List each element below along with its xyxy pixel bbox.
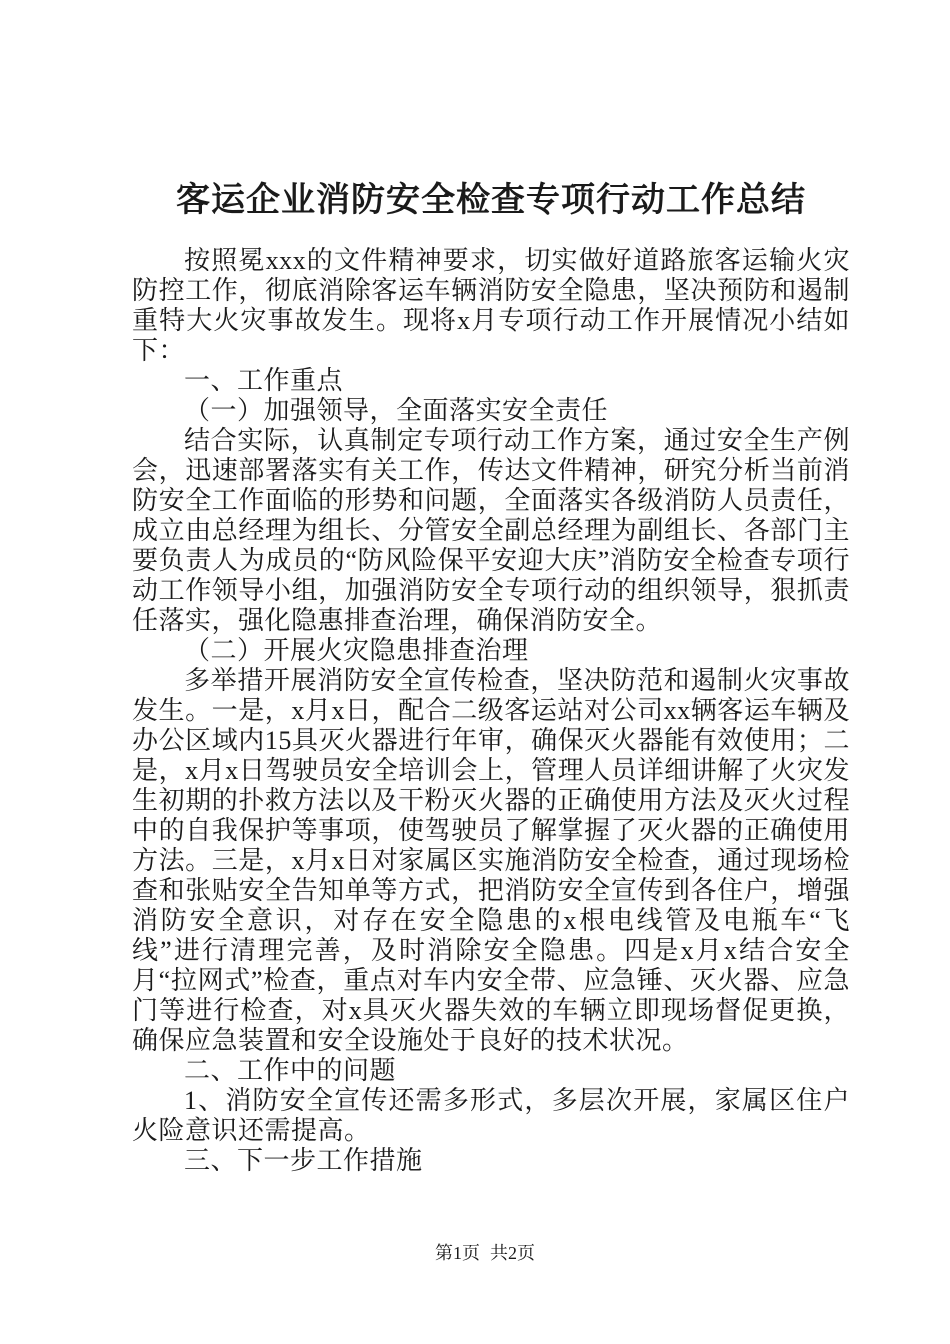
paragraph-intro: 按照冕xxx的文件精神要求，切实做好道路旅客运输火灾防控工作，彻底消除客运车辆消防安全隐患，坚决预防和遏制重特大火灾事故发生。现将x月专项行动工作开展情况小结如下：	[132, 246, 850, 365]
document-body	[132, 246, 850, 1176]
heading-section-3: 三、下一步工作措施	[184, 1146, 423, 1175]
page-number-total: 共2页	[490, 1243, 535, 1263]
paragraph-section-1-1: 结合实际，认真制定专项行动工作方案，通过安全生产例会，迅速部署落实有关工作，传达文件精神，研究分析当前消防安全工作面临的形势和问题，全面落实各级消防人员责任，成立由总经理为组长、分管安全副总经理为副组长、各部门主要负责人为成员的“防风险保平安迎大庆”消防安全检查专项行动工作领导小组，加强消防安全专项行动的组织领导，狠抓责任落实，强化隐惠排查治理，确保消防安全。	[132, 426, 850, 635]
paragraph-section-2: 1、消防安全宣传还需多形式，多层次开展，家属区住户火险意识还需提高。	[132, 1086, 850, 1145]
document-content	[132, 180, 850, 1176]
heading-section-1-2: （二）开展火灾隐患排查治理	[184, 636, 529, 665]
heading-section-1-1: （一）加强领导，全面落实安全责任	[184, 396, 609, 425]
document-title: 客运企业消防安全检查专项行动工作总结	[176, 182, 806, 219]
paragraph-section-1-2: 多举措开展消防安全宣传检查，坚决防范和遏制火灾事故发生。一是，x月x日，配合二级客运站对公司xx辆客运车辆及办公区域内15具灭火器进行年审，确保灭火器能有效使用；二是，x月x日驾驶员安全培训会上，管理人员详细讲解了火灾发生初期的扑救方法以及干粉灭火器的正确使用方法及灭火过程中的自我保护等事项，使驾驶员了解掌握了灭火器的正确使用方法。三是，x月x日对家属区实施消防安全检查，通过现场检查和张贴安全告知单等方式，把消防安全宣传到各住户，增强消防安全意识，对存在安全隐患的x根电线管及电瓶车“飞线”进行清理完善，及时消除安全隐患。四是x月x结合安全月“拉网式”检查，重点对车内安全带、应急锤、灭火器、应急门等进行检查，对x具灭火器失效的车辆立即现场督促更换，确保应急装置和安全设施处于良好的技术状况。	[132, 666, 850, 1055]
page-number-current: 第1页	[435, 1243, 480, 1263]
page-footer	[435, 1241, 535, 1265]
heading-section-2: 二、工作中的问题	[184, 1056, 397, 1085]
heading-section-1: 一、工作重点	[184, 366, 344, 395]
